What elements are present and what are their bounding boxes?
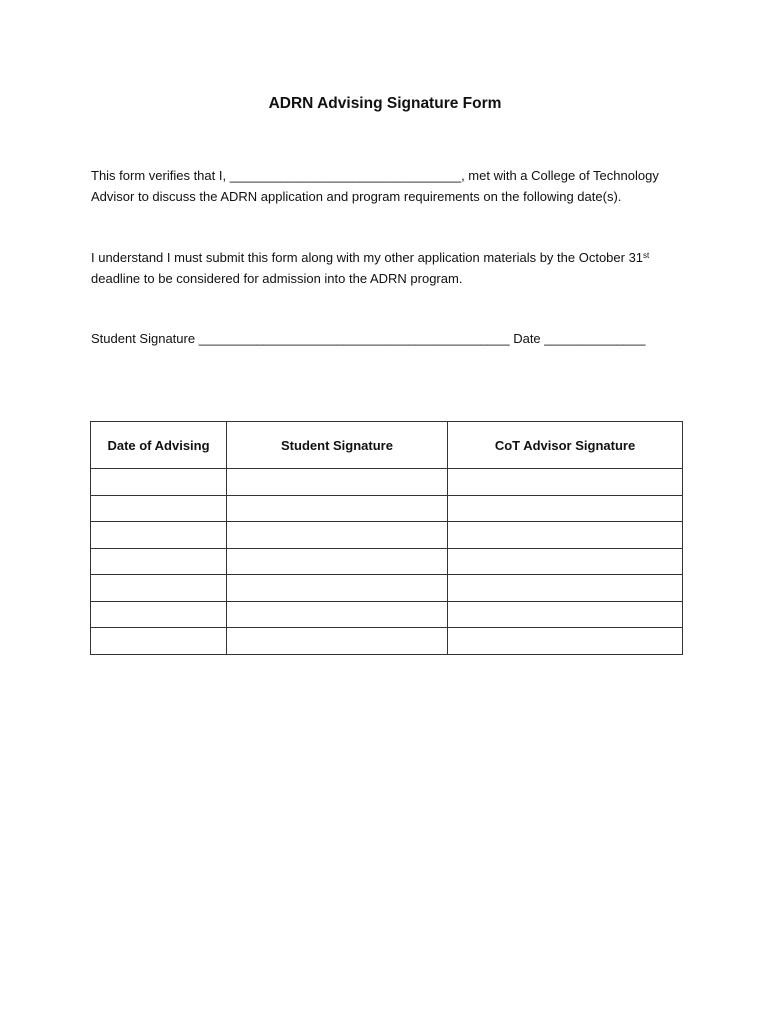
- header-date-of-advising: Date of Advising: [91, 422, 227, 469]
- table-header-row: [91, 422, 683, 469]
- student-signature-cell[interactable]: [227, 628, 448, 655]
- form-title: ADRN Advising Signature Form: [268, 95, 502, 112]
- deadline-text-start: I understand I must submit this form along with my other application materials by the October 31: [91, 250, 644, 265]
- table-row: [91, 575, 683, 602]
- date-cell[interactable]: [91, 522, 227, 549]
- advisor-signature-cell[interactable]: [448, 522, 683, 549]
- header-student-signature: Student Signature: [227, 422, 448, 469]
- date-cell[interactable]: [91, 495, 227, 522]
- signature-line: [91, 328, 691, 349]
- advisor-signature-cell[interactable]: [448, 469, 683, 496]
- student-signature-cell[interactable]: [227, 575, 448, 602]
- date-blank[interactable]: ______________: [544, 331, 646, 346]
- advisor-signature-cell[interactable]: [448, 548, 683, 575]
- student-signature-cell[interactable]: [227, 548, 448, 575]
- table-row: [91, 469, 683, 496]
- table-row: [91, 522, 683, 549]
- ordinal-suffix: st: [643, 251, 650, 260]
- advising-table: [90, 421, 683, 655]
- deadline-paragraph: [91, 247, 691, 289]
- table-row: [91, 628, 683, 655]
- date-cell[interactable]: [91, 548, 227, 575]
- verification-text-end: , met with a College of Technology Advisor to discuss the ADRN application and program requirements on the following date(s).: [91, 168, 659, 204]
- advisor-signature-cell[interactable]: [448, 628, 683, 655]
- advisor-signature-cell[interactable]: [448, 575, 683, 602]
- student-signature-cell[interactable]: [227, 522, 448, 549]
- table-row: [91, 601, 683, 628]
- deadline-text-end: deadline to be considered for admission into the ADRN program.: [91, 271, 463, 286]
- student-signature-blank[interactable]: ___________________________________________: [198, 331, 510, 346]
- header-cot-advisor-signature: CoT Advisor Signature: [448, 422, 683, 469]
- name-blank-field[interactable]: ________________________________: [229, 168, 462, 183]
- date-cell[interactable]: [91, 469, 227, 496]
- table-row: [91, 548, 683, 575]
- student-signature-cell[interactable]: [227, 469, 448, 496]
- student-signature-cell[interactable]: [227, 601, 448, 628]
- date-label: Date: [509, 331, 545, 346]
- verification-paragraph: [91, 165, 691, 207]
- table-row: [91, 495, 683, 522]
- advisor-signature-cell[interactable]: [448, 601, 683, 628]
- verification-text-start: This form verifies that I,: [91, 168, 230, 183]
- student-signature-cell[interactable]: [227, 495, 448, 522]
- student-signature-label: Student Signature: [91, 331, 199, 346]
- date-cell[interactable]: [91, 575, 227, 602]
- advisor-signature-cell[interactable]: [448, 495, 683, 522]
- date-cell[interactable]: [91, 628, 227, 655]
- date-cell[interactable]: [91, 601, 227, 628]
- table-body: [91, 469, 683, 655]
